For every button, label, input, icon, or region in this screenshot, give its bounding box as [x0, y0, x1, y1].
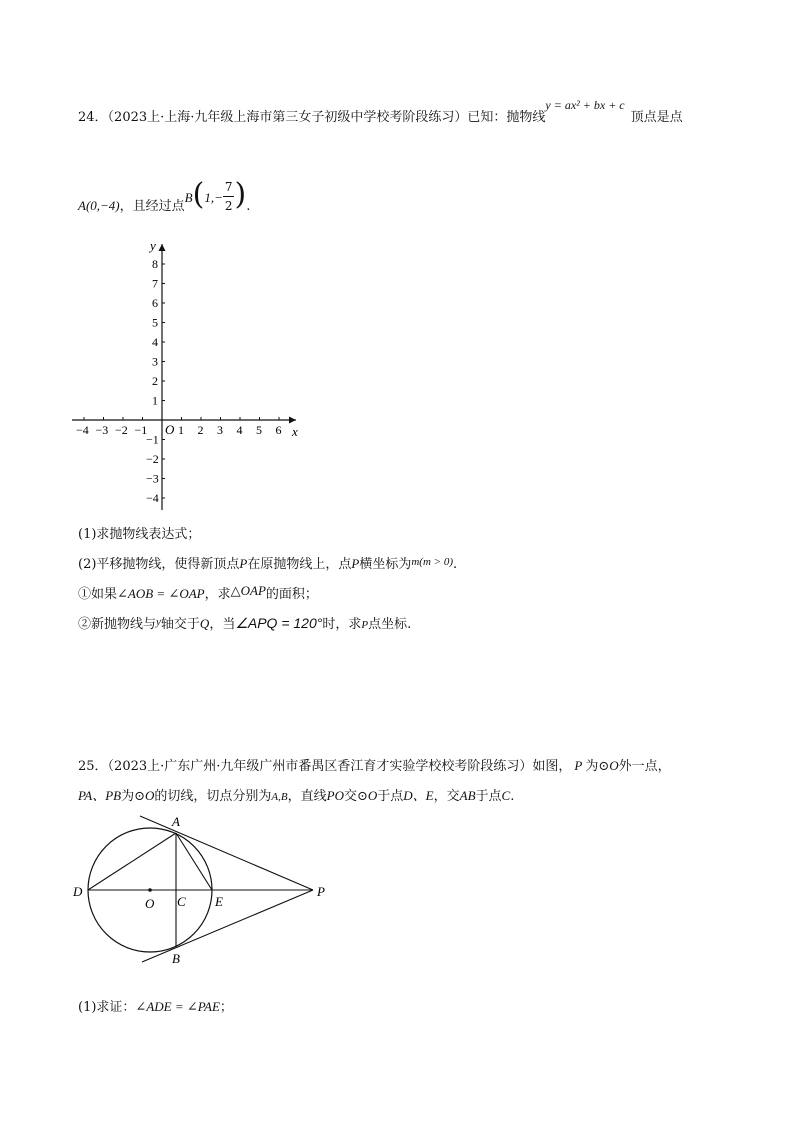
q25-part1-end: ； [219, 1000, 233, 1015]
q24-line1 [78, 98, 683, 127]
segment-ae [176, 833, 212, 890]
part2-text-b: 在原抛物线上，点 [247, 557, 352, 572]
part2-p: P [239, 556, 248, 571]
l2o: C [501, 788, 511, 803]
q25-p: P [574, 758, 583, 773]
origin-label: O [165, 422, 175, 437]
label-p: P [317, 884, 325, 899]
q25-outside: 外一点， [618, 759, 671, 774]
q24-point-b-x: 1,− [204, 190, 223, 205]
q25-intro: 如图， [532, 759, 572, 774]
x-tick-label: −3 [95, 423, 109, 437]
sub2-q: Q [199, 616, 210, 631]
y-tick-label: 7 [152, 276, 158, 291]
x-tick-label: 4 [236, 423, 243, 437]
q24-part2 [78, 555, 457, 574]
x-tick-label: 1 [178, 423, 184, 437]
l2k: D、E [403, 788, 434, 803]
x-tick-label: −1 [134, 423, 148, 437]
sub2-p: P [361, 619, 369, 631]
q24-number: 24． [78, 110, 108, 125]
y-tick-label: 1 [152, 393, 158, 408]
sub2-text-a: ②新抛物线与 [78, 617, 157, 632]
y-axis-label: y [150, 238, 156, 253]
frac-num: 7 [223, 178, 235, 197]
y-tick-label: 4 [152, 335, 158, 349]
y-tick-label: 2 [152, 374, 158, 388]
q24-passes: ，且经过点 [119, 199, 185, 214]
label-e: E [215, 894, 223, 909]
sub2-angle: ∠APQ = 120° [235, 615, 323, 631]
q24-source: （2023上·上海·九年级上海市第三女子初级中学校考阶段练习） [107, 110, 468, 125]
l2f: ，直线 [287, 789, 327, 804]
q24-end: . [246, 199, 251, 214]
l2c: ⊙O [134, 788, 155, 803]
q24-point-b: B [184, 190, 193, 205]
frac-den: 2 [224, 199, 233, 213]
sub2-text-d: 时，求 [322, 617, 362, 632]
tangent-pa [140, 816, 313, 890]
part2-p2: P [351, 556, 360, 571]
q24-formula: y = ax² + bx + c [545, 98, 625, 112]
q25-is: 为 [585, 759, 599, 774]
q25-part1-text: (1)求证： [78, 1000, 136, 1015]
y-tick-label: 3 [152, 354, 158, 369]
q24-intro: 已知：抛物线 [467, 110, 546, 125]
l2i: ⊙O [356, 788, 378, 803]
q25-pa-pb: PA、PB [78, 788, 122, 803]
sub1-text-b: ，求 [204, 587, 231, 602]
l2n: 于点 [475, 789, 502, 804]
coordinate-grid [70, 238, 310, 518]
q24-sub2 [78, 614, 411, 634]
q24-point-a: A(0,−4) [78, 198, 120, 213]
y-tick-label: −3 [146, 471, 159, 486]
q25-line1 [78, 757, 671, 776]
part2-text-d: . [453, 557, 458, 572]
tangent-pb [142, 890, 313, 962]
q24-line2 [78, 177, 251, 225]
label-o: O [145, 896, 155, 911]
sub1-tri: △OAP [230, 583, 266, 598]
label-a: A [172, 814, 180, 829]
l2g: PO [326, 788, 344, 803]
y-tick-label: 8 [152, 257, 158, 271]
x-tick-label: −2 [115, 423, 128, 437]
y-tick-label: −4 [146, 491, 159, 505]
l2j: 于点 [377, 789, 404, 804]
paren-left: ( [192, 177, 205, 212]
y-tick-label: 6 [152, 296, 158, 310]
q25-line2 [78, 787, 514, 806]
x-tick-label: −4 [76, 423, 89, 437]
l2e: A,B [271, 791, 288, 803]
part2-text-a: (2)平移抛物线，使得新顶点 [78, 557, 240, 572]
q25-part1-angle: ∠ADE = ∠PAE [135, 999, 220, 1014]
x-tick-label: 3 [217, 423, 223, 437]
label-d: D [73, 884, 83, 899]
sub2-text-e: 点坐标. [368, 617, 412, 632]
l2m: AB [459, 788, 476, 803]
y-tick-label: −2 [146, 452, 159, 466]
label-c: C [177, 894, 186, 909]
l2b: 为 [121, 789, 135, 804]
part2-m: m(m > 0) [411, 556, 453, 568]
sub1-text-c: 的面积； [265, 587, 318, 602]
q24-part1: (1)求抛物线表达式； [78, 527, 201, 542]
y-tick-label: −1 [146, 432, 159, 447]
q24-frac [223, 178, 235, 215]
q25-circle-o: ⊙O [598, 758, 619, 773]
label-b: B [172, 951, 180, 966]
x-tick-label: 5 [256, 423, 262, 437]
l2l: ，交 [433, 789, 460, 804]
segment-da [88, 833, 176, 890]
paren-right: ) [234, 177, 247, 212]
y-tick-label: 5 [152, 315, 158, 330]
q25-number: 25． [78, 759, 108, 774]
sub1-angle: ∠AOB = ∠OAP [117, 586, 205, 601]
x-tick-label: 6 [275, 423, 282, 437]
x-axis-label: x [292, 424, 298, 439]
l2p: . [510, 789, 515, 804]
q25-part1 [78, 998, 233, 1017]
x-tick-label: 2 [197, 423, 204, 437]
center-dot [148, 888, 152, 892]
sub1-text-a: ①如果 [78, 587, 118, 602]
part2-text-c: 横坐标为 [359, 557, 412, 572]
q24-after-formula: 顶点是点 [630, 110, 683, 125]
q25-source: （2023上·广东广州·九年级广州市番禺区香江育才实验学校校考阶段练习） [107, 759, 533, 774]
l2h: 交 [343, 789, 357, 804]
l2d: 的切线，切点分别为 [154, 789, 272, 804]
sub2-text-c: ，当 [209, 617, 236, 632]
sub2-y: y [156, 616, 161, 628]
sub2-text-b: 轴交于 [160, 617, 200, 632]
circle-tangent-figure [70, 812, 340, 972]
q24-sub1 [78, 585, 318, 604]
